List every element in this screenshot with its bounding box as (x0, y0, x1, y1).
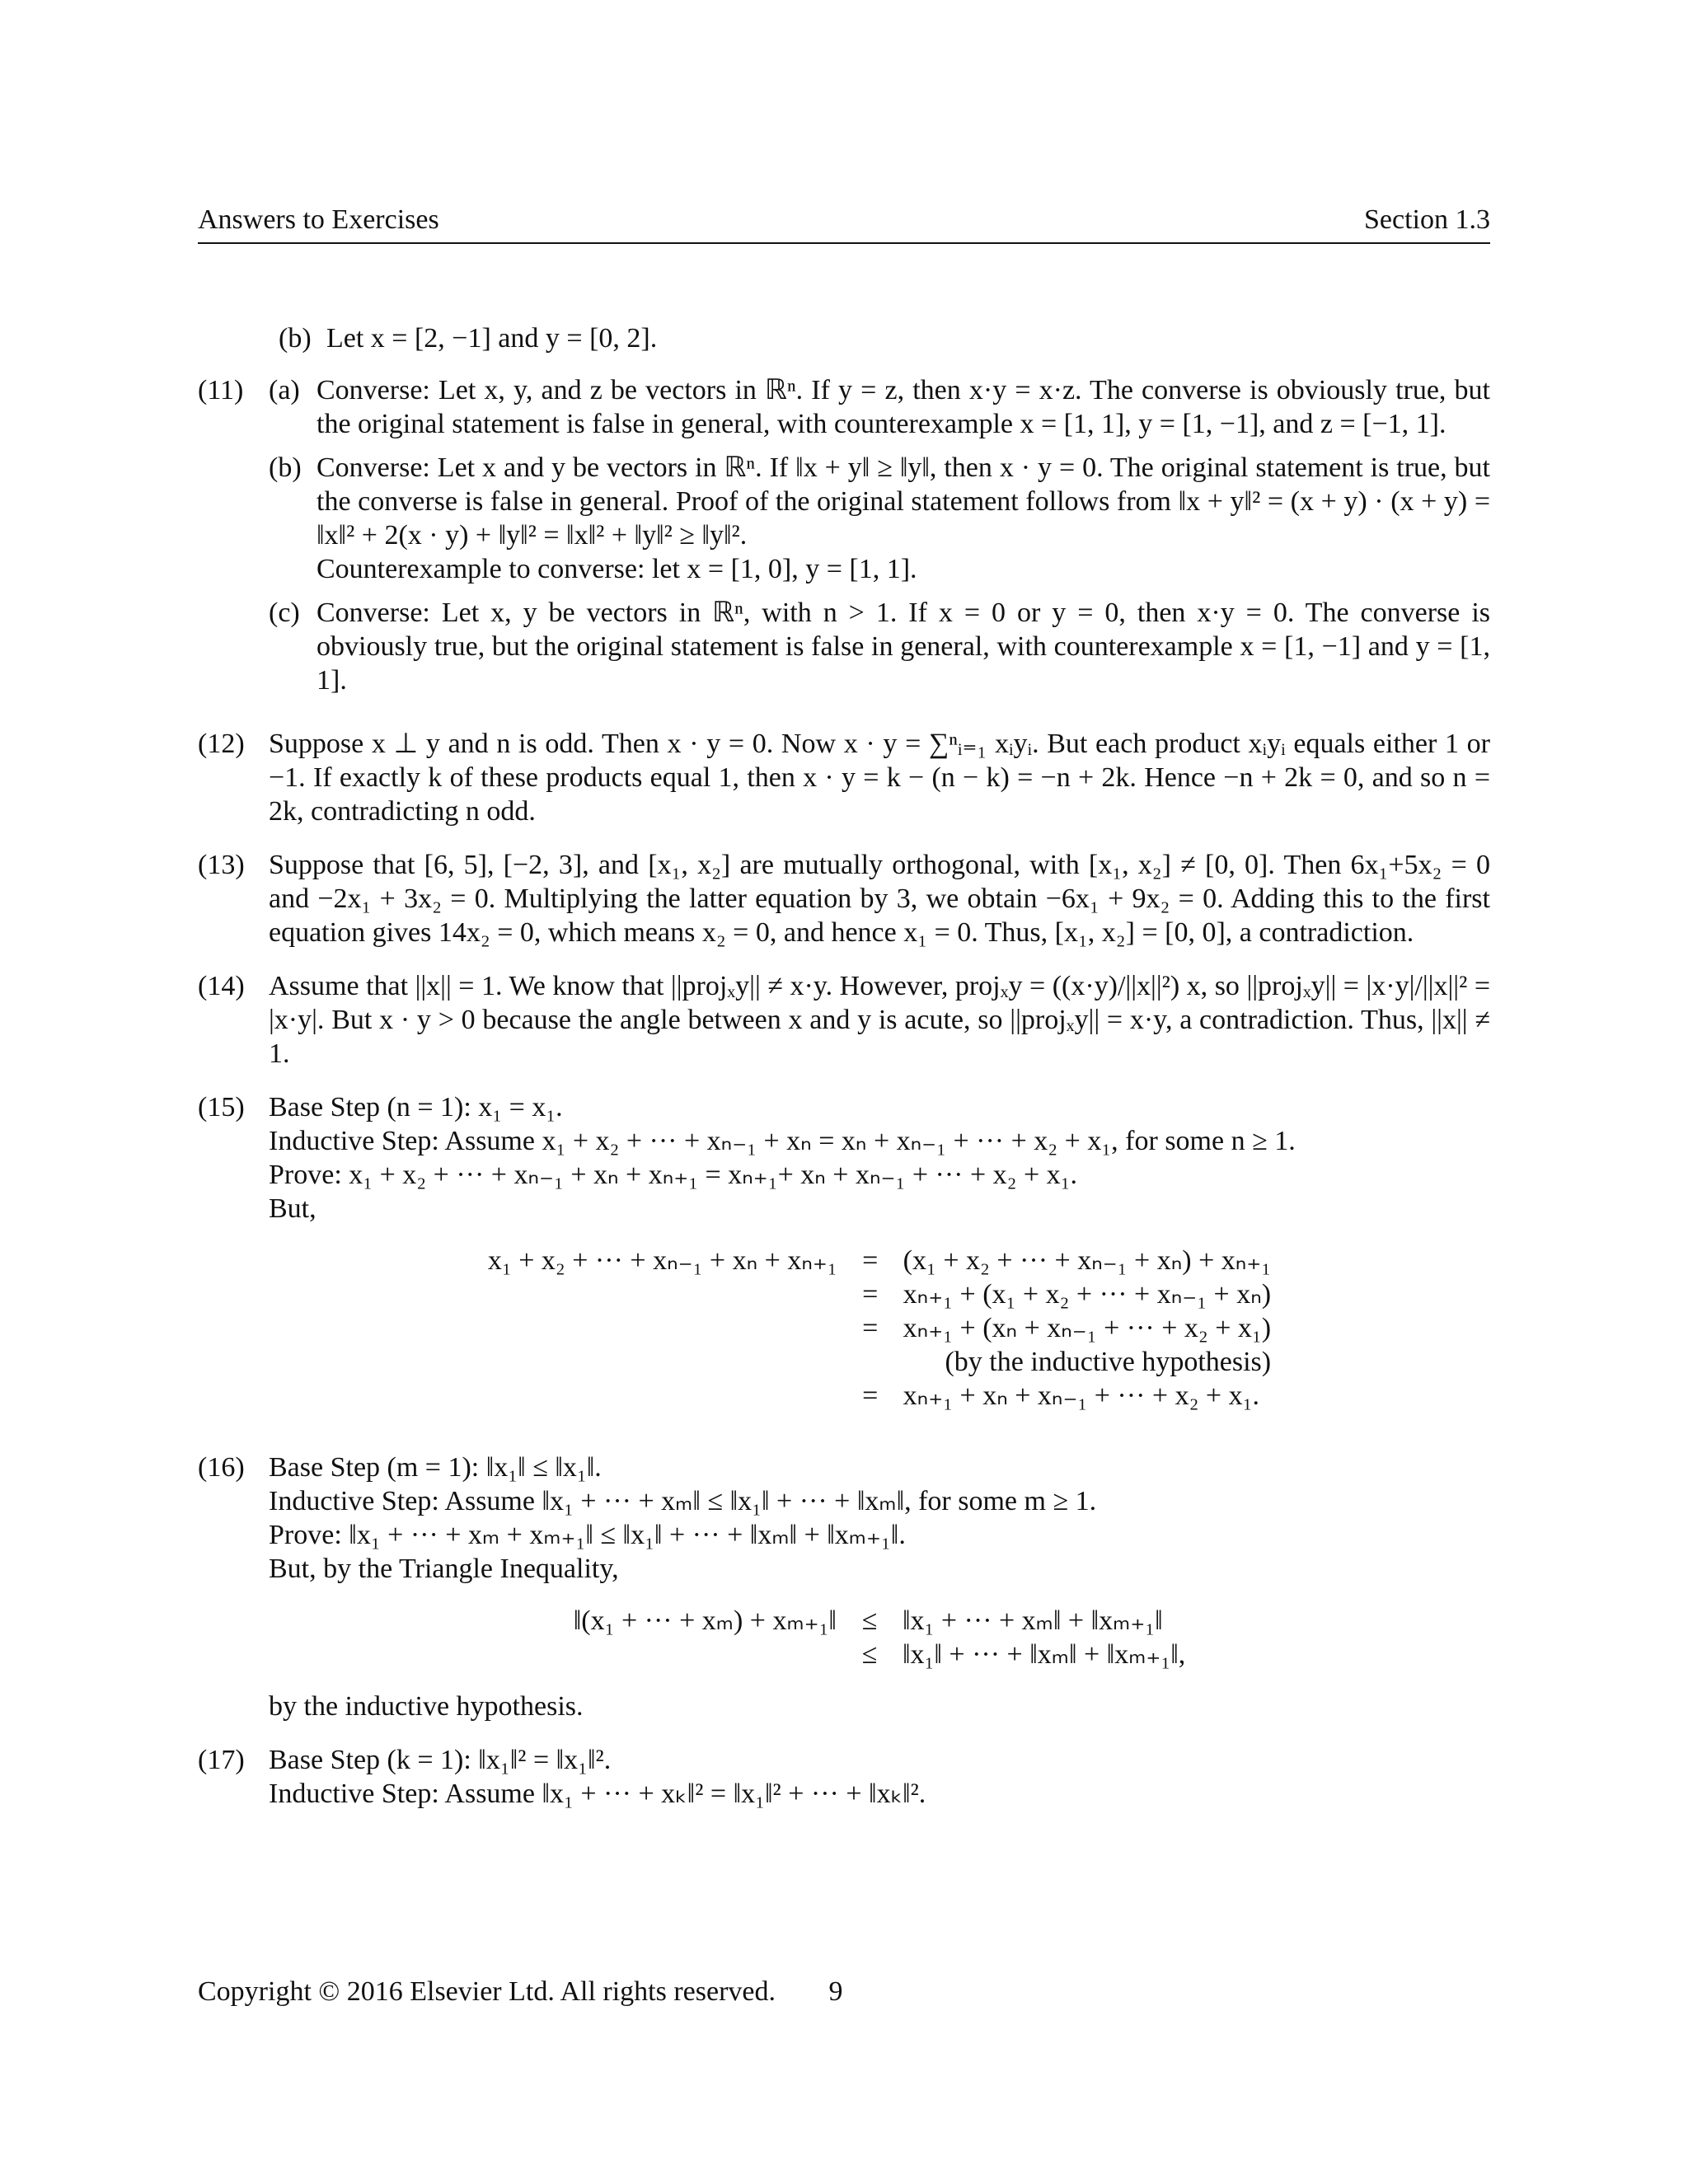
page-content (198, 321, 1490, 1830)
exercise-number: (12) (198, 729, 245, 759)
part-b-prev (279, 321, 1490, 355)
exercise-text: Suppose x ⊥ y and n is odd. Then x · y = 0. Now x · y = ∑ⁿᵢ₌₁ xᵢyᵢ. But each product xᵢyᵢ equals either 1 or −1. If exactly k of these products equal 1, then x · y = k − (n − k) = −n + 2k. Hence −n + 2k = 0, and so n = 2k, contradicting n odd. (269, 729, 1490, 827)
but-line: But, by the Triangle Inequality, (269, 1554, 619, 1584)
part-label: (c) (269, 598, 300, 628)
page-number: 9 (828, 1976, 843, 2007)
part-text: Converse: Let x, y, and z be vectors in ℝⁿ. If y = z, then x·y = x·z. The converse is obviously true, but the original statement is false in general, with counterexample x = [1, 1], y = [1, −1], and z = [−1, 1]. (316, 375, 1490, 439)
exercise-14 (198, 969, 1490, 1071)
eq-rhs: xₙ₊₁ + (xₙ + xₙ₋₁ + ··· + x₂ + x₁) (903, 1313, 1272, 1343)
base-step: Base Step (m = 1): ‖x₁‖ ≤ ‖x₁‖. (269, 1452, 602, 1483)
eq-rhs: ‖x₁ + ··· + xₘ‖ + ‖xₘ₊₁‖ (902, 1605, 1163, 1636)
exercise-11a (269, 373, 1490, 441)
exercise-13 (198, 848, 1490, 949)
prove-line: Prove: ‖x₁ + ··· + xₘ + xₘ₊₁‖ ≤ ‖x₁‖ + ··· + ‖xₘ‖ + ‖xₘ₊₁‖. (269, 1520, 906, 1550)
base-step: Base Step (k = 1): ‖x₁‖² = ‖x₁‖². (269, 1745, 612, 1775)
exercise-11b (269, 451, 1490, 586)
part-label: (b) (269, 452, 302, 483)
exercise-12 (198, 727, 1490, 828)
eq-rhs: xₙ₊₁ + xₙ + xₙ₋₁ + ··· + x₂ + x₁. (903, 1380, 1259, 1411)
exercise-text: Assume that ||x|| = 1. We know that ||projₓy|| ≠ x·y. However, projₓy = ((x·y)/||x||²) x, so ||projₓy|| = |x·y|/||x||² = |x·y|. But x · y > 0 because the angle between x and y is acute, so ||projₓy|| = x·y, a contradiction. Thus, ||x|| ≠ 1. (269, 971, 1490, 1069)
part-label: (b) (279, 323, 312, 354)
header-right: Section 1.3 (1364, 204, 1490, 235)
but-line: But, (269, 1193, 316, 1224)
page-header (198, 204, 1490, 244)
part-text: Converse: Let x and y be vectors in ℝⁿ. If ‖x + y‖ ≥ ‖y‖, then x · y = 0. The original statement is true, but the converse is false in general. Proof of the original statement follows from ‖x + y‖² = (x + y) · (x + y) = ‖x‖² + 2(x · y) + ‖y‖² = ‖x‖² + ‖y‖² ≥ ‖y‖². (316, 452, 1490, 551)
exercise-number: (15) (198, 1092, 245, 1122)
eq-op: = (862, 1313, 879, 1343)
inductive-step: Inductive Step: Assume ‖x₁ + ··· + xₖ‖² = ‖x₁‖² + ··· + ‖xₖ‖². (269, 1779, 926, 1809)
exercise-number: (16) (198, 1452, 245, 1483)
eq-rhs: (x₁ + x₂ + ··· + xₙ₋₁ + xₙ) + xₙ₊₁ (903, 1245, 1272, 1276)
inductive-step: Inductive Step: Assume ‖x₁ + ··· + xₘ‖ ≤ ‖x₁‖ + ··· + ‖xₘ‖, for some m ≥ 1. (269, 1486, 1097, 1516)
exercise-text: Suppose that [6, 5], [−2, 3], and [x₁, x₂] are mutually orthogonal, with [x₁, x₂] ≠ [0, 0]. Then 6x₁+5x₂ = 0 and −2x₁ + 3x₂ = 0. Multiplying the latter equation by 3, we obtain −6x₁ + 9x₂ = 0. Adding this to the first equation gives 14x₂ = 0, which means x₂ = 0, and hence x₁ = 0. Thus, [x₁, x₂] = [0, 0], a contradiction. (269, 850, 1490, 948)
eq-op: ≤ (861, 1605, 878, 1636)
equation-array (269, 1244, 1490, 1413)
exercise-number: (14) (198, 971, 245, 1001)
base-step: Base Step (n = 1): x₁ = x₁. (269, 1092, 563, 1122)
eq-op: = (862, 1380, 879, 1411)
exercise-16 (198, 1451, 1490, 1723)
eq-note: (by the inductive hypothesis) (945, 1347, 1272, 1377)
eq-lhs: ‖(x₁ + ··· + xₘ) + xₘ₊₁‖ (573, 1605, 837, 1636)
exercise-number: (17) (198, 1745, 245, 1775)
part-label: (a) (269, 375, 300, 405)
exercise-11 (198, 373, 1490, 707)
conclusion-line: by the inductive hypothesis. (269, 1691, 584, 1722)
header-left: Answers to Exercises (198, 204, 439, 235)
eq-rhs: xₙ₊₁ + (x₁ + x₂ + ··· + xₙ₋₁ + xₙ) (903, 1279, 1272, 1310)
prove-line: Prove: x₁ + x₂ + ··· + xₙ₋₁ + xₙ + xₙ₊₁ = xₙ₊₁+ xₙ + xₙ₋₁ + ··· + x₂ + x₁. (269, 1160, 1078, 1190)
exercise-11c (269, 596, 1490, 697)
equation-array (269, 1604, 1490, 1671)
exercise-15 (198, 1090, 1490, 1431)
part-text: Let x = [2, −1] and y = [0, 2]. (326, 323, 658, 354)
page-footer (198, 1976, 843, 2008)
part-text: Converse: Let x, y be vectors in ℝⁿ, with n > 1. If x = 0 or y = 0, then x·y = 0. The converse is obviously true, but the original statement is false in general, with counterexample x = [1, −1] and y = [1, 1]. (316, 598, 1490, 696)
exercise-number: (13) (198, 850, 245, 880)
eq-op: = (862, 1279, 879, 1310)
inductive-step: Inductive Step: Assume x₁ + x₂ + ··· + xₙ₋₁ + xₙ = xₙ + xₙ₋₁ + ··· + x₂ + x₁, for some n ≥ 1. (269, 1126, 1296, 1156)
copyright-text: Copyright © 2016 Elsevier Ltd. All rights reserved. (198, 1976, 776, 2007)
eq-op: = (862, 1245, 879, 1276)
eq-lhs: x₁ + x₂ + ··· + xₙ₋₁ + xₙ + xₙ₊₁ (487, 1245, 837, 1276)
eq-rhs: ‖x₁‖ + ··· + ‖xₘ‖ + ‖xₘ₊₁‖, (902, 1639, 1186, 1670)
eq-op: ≤ (861, 1639, 878, 1670)
part-text-2: Counterexample to converse: let x = [1, 0], y = [1, 1]. (316, 554, 917, 584)
exercise-number: (11) (198, 375, 244, 405)
exercise-17 (198, 1743, 1490, 1811)
